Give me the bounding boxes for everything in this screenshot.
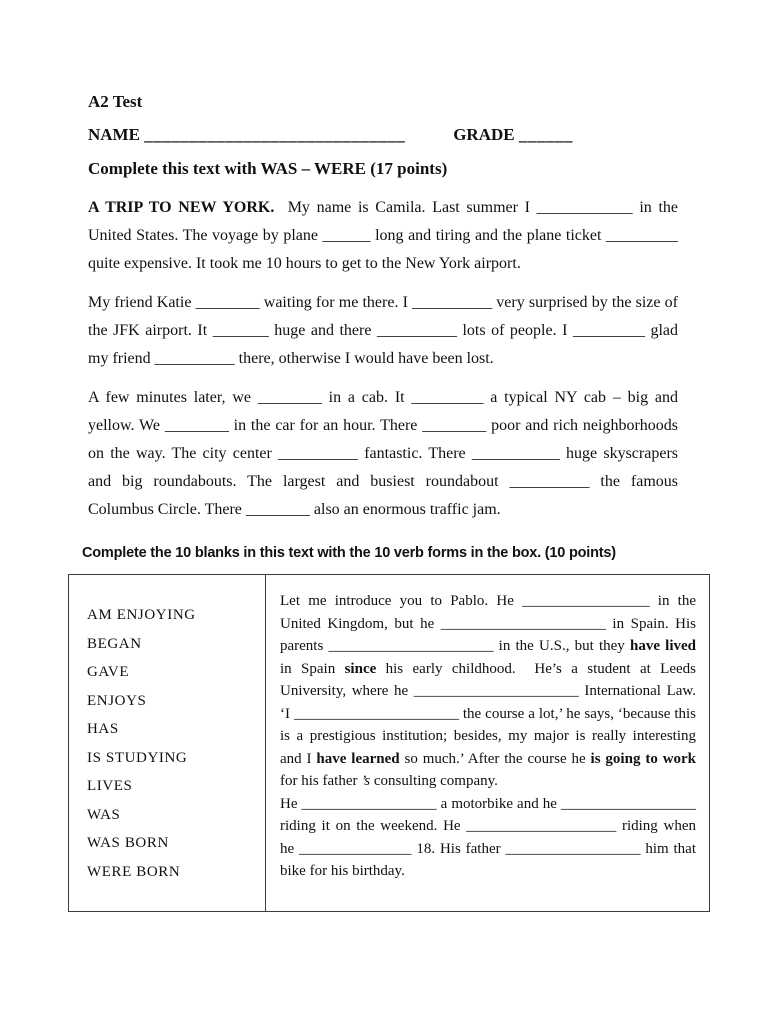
word-bank-item: BEGAN bbox=[87, 635, 142, 652]
exercise1-paragraph-2: My friend Katie ________ waiting for me there. I __________ very surprised by the size of the JFK airport. It _______ huge and there __________ lots of people. I _________ glad my friend __________ there, otherwise I would have been lost. bbox=[88, 294, 678, 367]
name-blank-line: _____________________________ bbox=[144, 125, 406, 144]
story-paragraph-1: Let me introduce you to Pablo. He _________________ in the United Kingdom, but he ______________________ in Spain. His parents ______________________ in the U.S., but they have lived in Spain since his early childhood. He’s a student at Leeds University, where he ______________________ International Law. ‘I ______________________ the course a lot,’ he says, ‘because this is a prestigious institution; besides, my major is really interesting and I have learned so much.’ After the course he is going to work for his father ’s consulting company. bbox=[280, 593, 697, 789]
story-paragraph-2: He __________________ a motorbike and he __________________ riding it on the weekend. He ____________________ riding when he _______________ 18. His father __________________ him that bike for his birthday. bbox=[280, 795, 696, 879]
word-bank-item: WAS BORN bbox=[87, 835, 169, 851]
name-grade-row bbox=[88, 125, 678, 145]
word-bank-item: ENJOYS bbox=[87, 692, 147, 709]
word-bank-item: HAS bbox=[87, 721, 119, 737]
word-bank-item: IS STUDYING bbox=[87, 749, 188, 766]
page-title: A2 Test bbox=[88, 92, 143, 111]
name-label: NAME bbox=[88, 125, 140, 144]
grade-label: GRADE bbox=[453, 125, 515, 144]
exercise2-instruction: Complete the 10 blanks in this text with the 10 verb forms in the box. (10 points) bbox=[82, 545, 616, 561]
exercise1-instruction: Complete this text with WAS – WERE (17 points) bbox=[88, 159, 448, 178]
document-content bbox=[82, 92, 697, 912]
exercise2-table-row bbox=[69, 575, 710, 912]
grade-blank-line: ______ bbox=[518, 125, 573, 144]
word-bank-item: WERE BORN bbox=[87, 863, 181, 880]
word-bank-item: WAS bbox=[87, 806, 121, 823]
story-cell bbox=[266, 575, 710, 912]
word-bank-item: AM ENJOYING bbox=[87, 607, 196, 623]
exercise1-paragraph-3: A few minutes later, we ________ in a cab. It _________ a typical NY cab – big and yellow. We ________ in the car for an hour. There ________ poor and rich neighborhoods on the way. The city center __________ fantastic. There ___________ huge skyscrapers and big roundabouts. The largest and busiest roundabout __________ the famous Columbus Circle. There ________ also an enormous traffic jam. bbox=[88, 389, 678, 518]
word-bank-item: LIVES bbox=[87, 778, 133, 794]
word-bank-item: GAVE bbox=[87, 664, 130, 680]
exercise2-table bbox=[68, 574, 710, 912]
word-bank-cell bbox=[69, 575, 266, 912]
exercise1-paragraph-1: A TRIP TO NEW YORK. My name is Camila. Last summer I ____________ in the United States. The voyage by plane ______ long and tiring and the plane ticket _________ quite expensive. It took me 10 hours to get to the New York airport. bbox=[88, 199, 679, 272]
